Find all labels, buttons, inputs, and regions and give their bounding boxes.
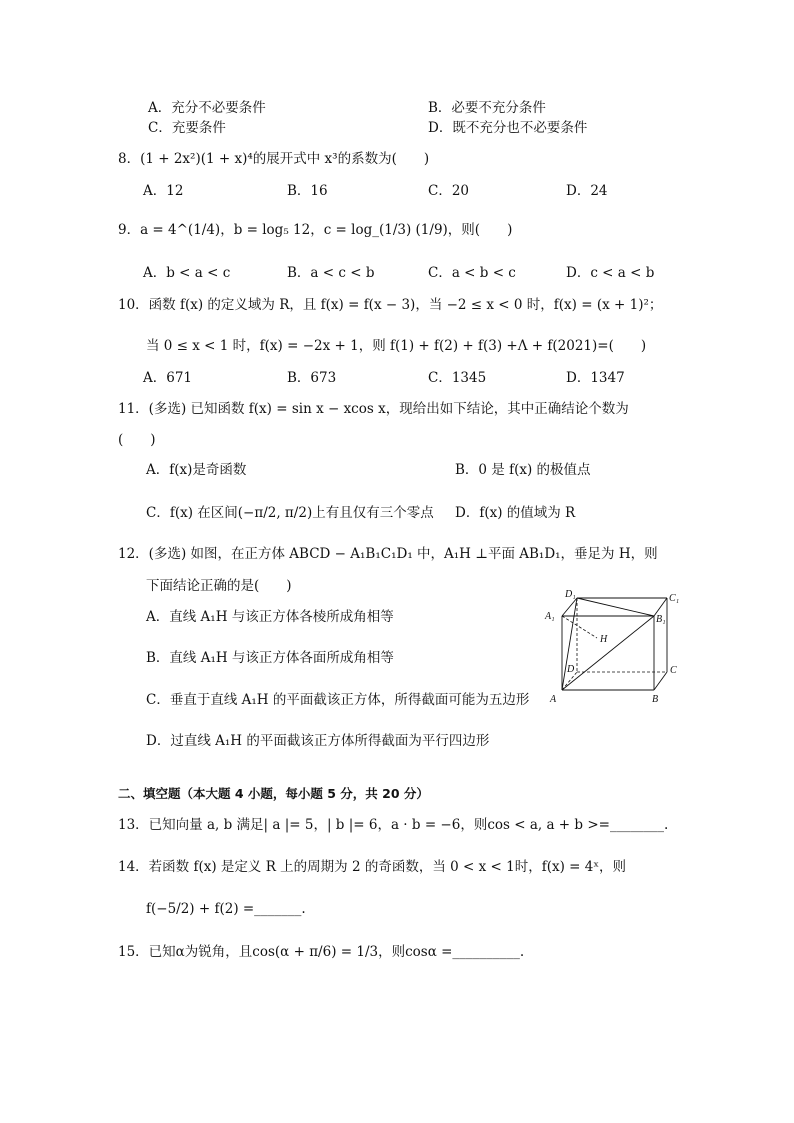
section-heading: 二、填空题（本大题 4 小题，每小题 5 分，共 20 分）	[118, 786, 429, 801]
q12-option-a: A．直线 A₁H 与该正方体各棱所成角相等	[146, 609, 394, 625]
q12-option-b: B．直线 A₁H 与该正方体各面所成角相等	[146, 650, 394, 666]
q11-option-b: B．0 是 f(x) 的极值点	[455, 462, 591, 478]
q10-option-d: D．1347	[566, 370, 625, 386]
q8-option-b: B．16	[287, 183, 328, 199]
label-d1: D₁	[565, 589, 576, 600]
q9-option-b: B．a < c < b	[287, 265, 375, 281]
q9-option-d: D．c < a < b	[566, 265, 655, 281]
q7-option-d: D．既不充分也不必要条件	[428, 120, 588, 136]
label-a1: A₁	[545, 611, 555, 622]
q9-option-c: C．a < b < c	[428, 265, 516, 281]
diag-a-b1	[562, 616, 654, 690]
q14-line1: 14．若函数 f(x) 是定义 R 上的周期为 2 的奇函数，当 0 < x < 1时，f(x) = 4ˣ，则	[118, 859, 627, 875]
q8-stem: 8．(1 + 2x²)(1 + x)⁴的展开式中 x³的系数为( )	[118, 151, 430, 167]
diag-a-d1	[562, 598, 577, 690]
q7-option-a: A．充分不必要条件	[148, 100, 266, 116]
diag-d1-b1	[577, 598, 654, 616]
q9-option-a: A．b < a < c	[143, 265, 231, 281]
q13-stem: 13．已知向量 a, b 满足| a |= 5，| b |= 6，a · b = −6，则cos < a, a + b >=________.	[118, 817, 669, 833]
q14-line2: f(−5/2) + f(2) =_______.	[146, 901, 306, 917]
label-d: D	[567, 664, 575, 675]
label-h: H	[600, 634, 608, 645]
q11-line1: 11．(多选) 已知函数 f(x) = sin x − xcos x，现给出如下结论，其中正确结论个数为	[118, 401, 629, 417]
cube-figure	[540, 586, 690, 710]
q7-option-b: B．必要不充分条件	[428, 100, 546, 116]
segment-a1-h	[562, 616, 597, 638]
q12-line1: 12．(多选) 如图，在正方体 ABCD − A₁B₁C₁D₁ 中，A₁H ⊥平面 AB₁D₁，垂足为 H，则	[118, 546, 658, 562]
q12-line2: 下面结论正确的是( )	[146, 578, 292, 594]
q11-option-c: C．f(x) 在区间(−π/2, π/2)上有且仅有三个零点	[146, 505, 434, 521]
q11-line2: ( )	[118, 432, 156, 448]
q9-stem: 9．a = 4^(1/4)，b = log₅ 12，c = log_(1/3) (1/9)，则( )	[118, 222, 513, 238]
q11-option-d: D．f(x) 的值域为 R	[455, 505, 576, 521]
q10-line1: 10．函数 f(x) 的定义域为 R，且 f(x) = f(x − 3)，当 −2 ≤ x < 0 时，f(x) = (x + 1)²；	[118, 297, 663, 313]
label-c1: C₁	[669, 593, 680, 604]
q7-option-c: C．充要条件	[148, 120, 226, 136]
q8-option-a: A．12	[143, 183, 184, 199]
label-a: A	[550, 694, 557, 705]
q15-stem: 15．已知α为锐角，且cos(α + π/6) = 1/3，则cosα =__________.	[118, 944, 525, 960]
q8-option-d: D．24	[566, 183, 608, 199]
q10-line2: 当 0 ≤ x < 1 时，f(x) = −2x + 1，则 f(1) + f(2) + f(3) +Λ + f(2021)=( )	[146, 338, 647, 354]
edge-b-c	[654, 672, 667, 690]
label-c: C	[670, 665, 677, 676]
label-b1: B₁	[656, 614, 666, 625]
label-b: B	[652, 694, 659, 705]
q12-option-d: D．过直线 A₁H 的平面截该正方体所得截面为平行四边形	[146, 733, 490, 749]
q10-option-a: A．671	[143, 370, 193, 386]
q12-option-c: C．垂直于直线 A₁H 的平面截该正方体，所得截面可能为五边形	[146, 692, 530, 708]
q8-option-c: C．20	[428, 183, 470, 199]
q11-option-a: A．f(x)是奇函数	[146, 462, 247, 478]
q10-option-c: C．1345	[428, 370, 487, 386]
q10-option-b: B．673	[287, 370, 337, 386]
